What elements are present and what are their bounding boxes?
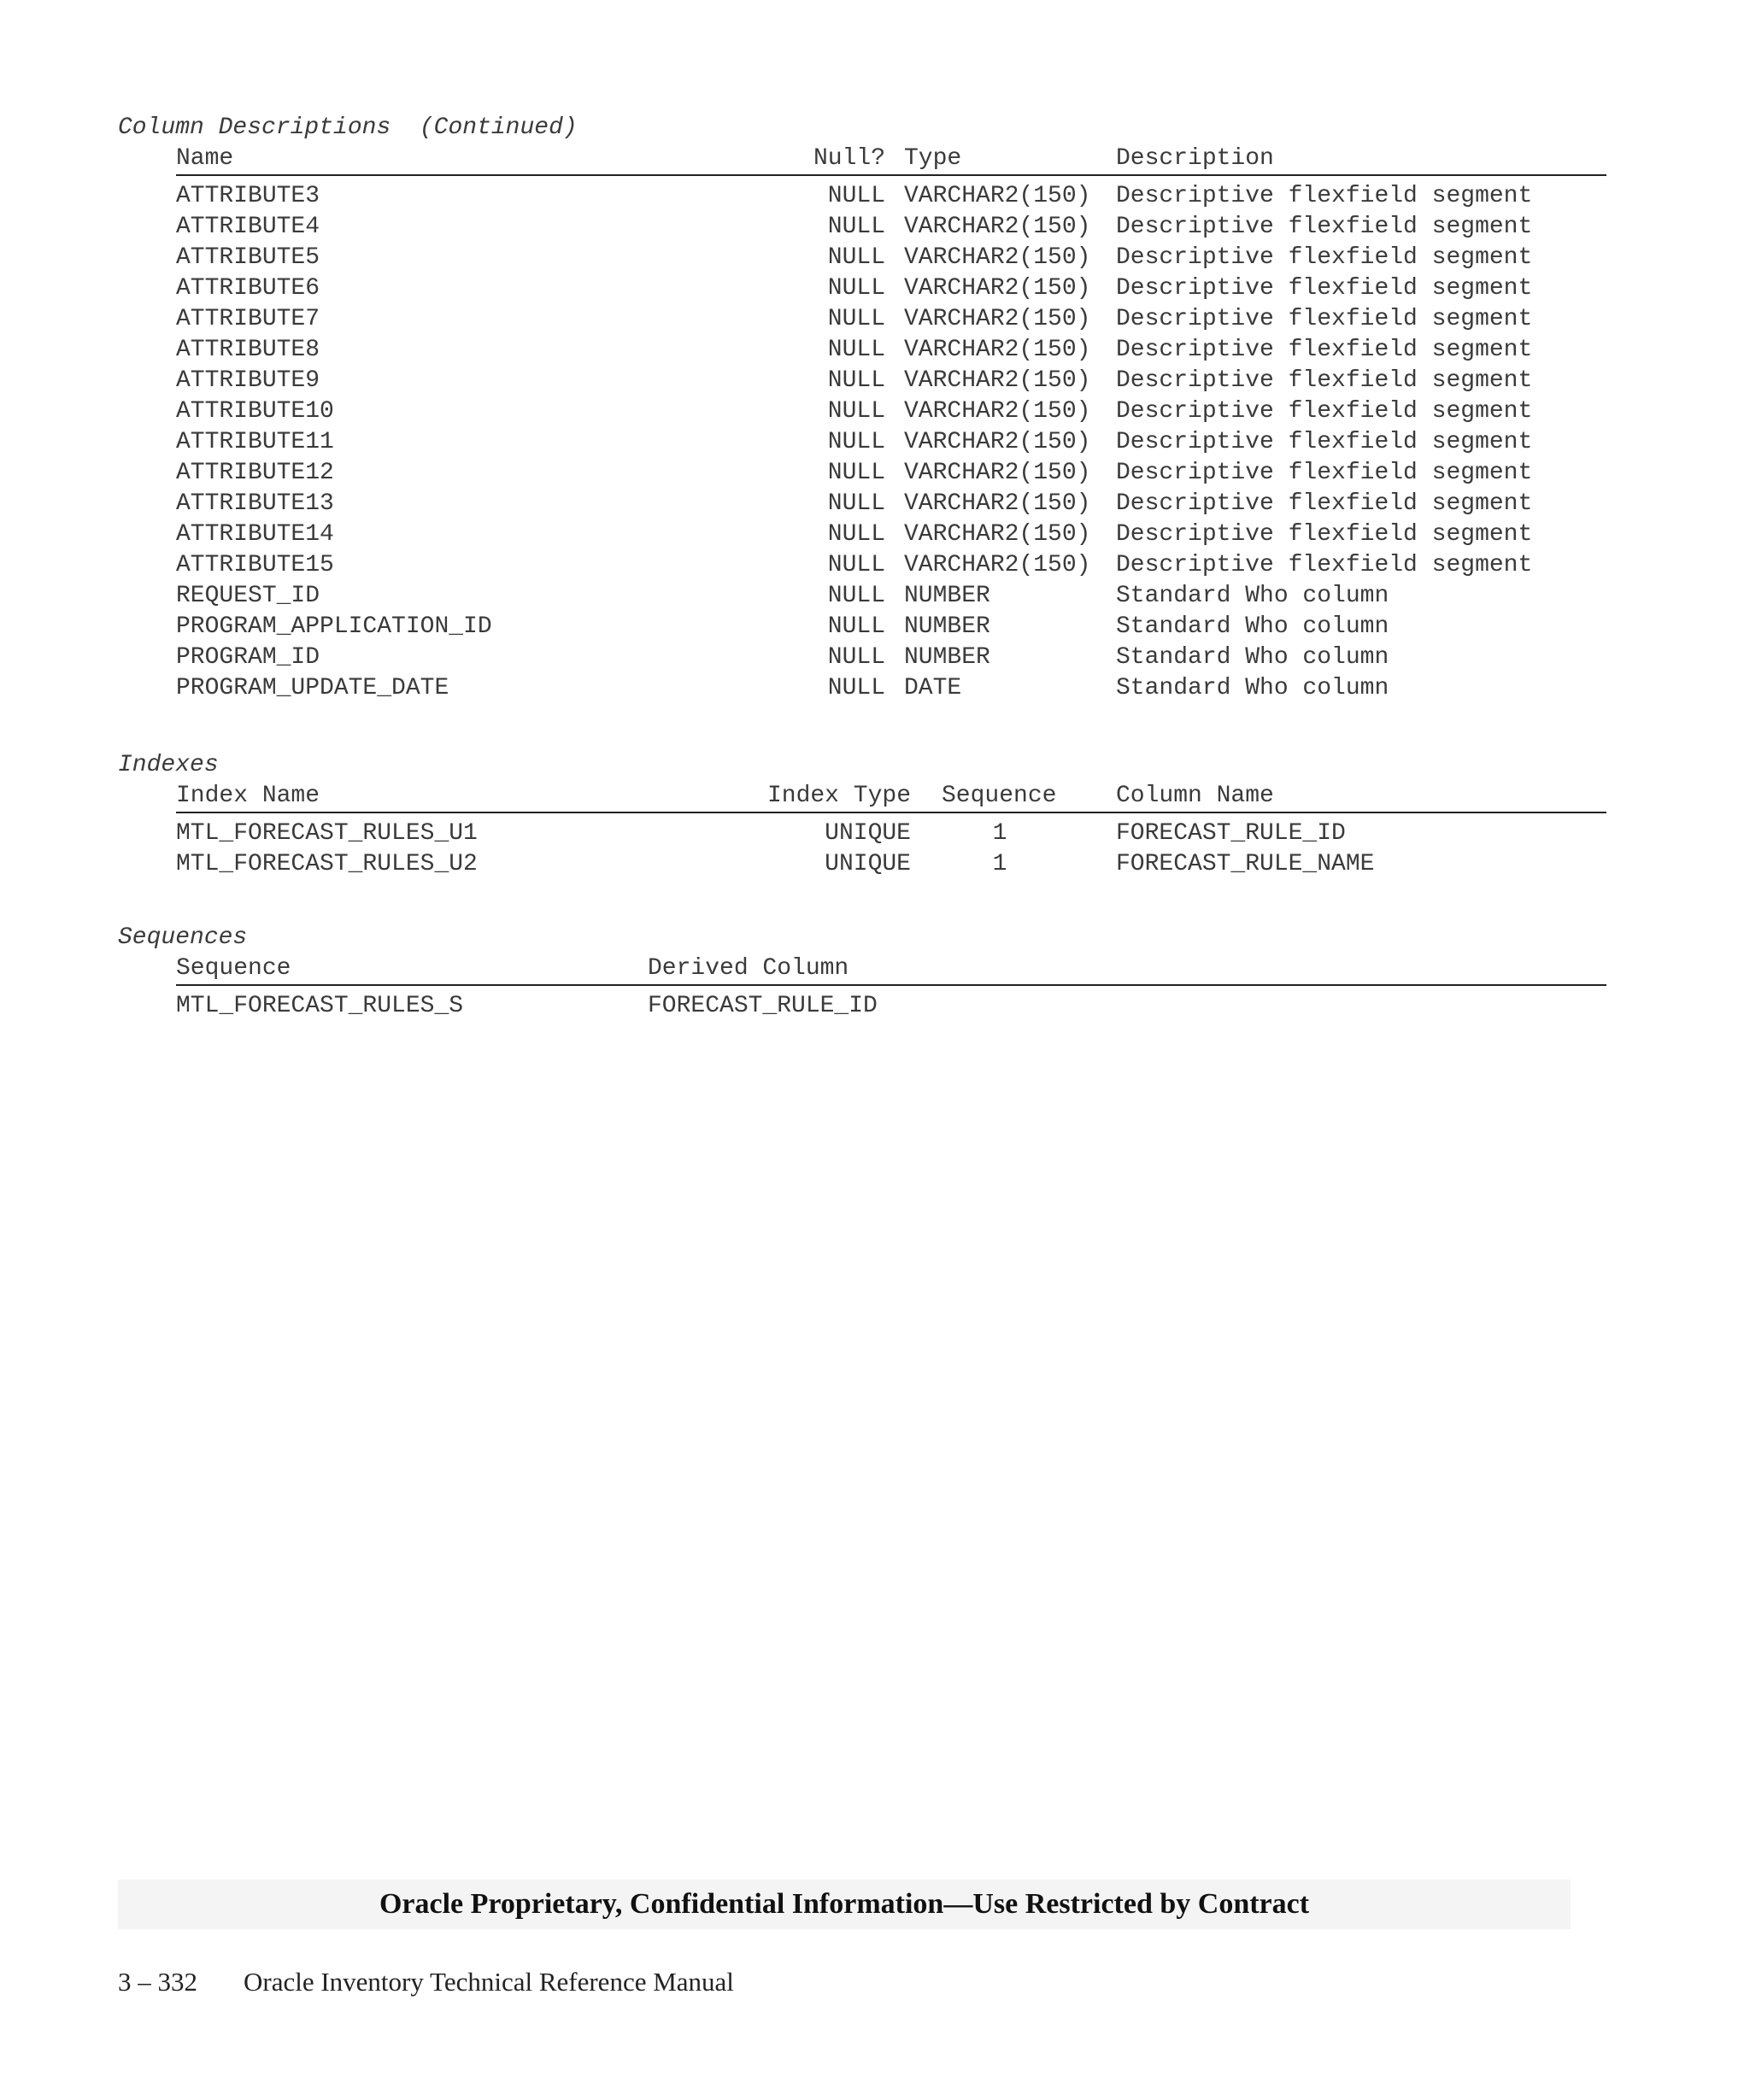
cell-name: PROGRAM_UPDATE_DATE — [176, 675, 449, 701]
cell-null: NULL — [827, 398, 885, 425]
column-descriptions-rows — [176, 176, 1606, 704]
cell-name: ATTRIBUTE10 — [176, 398, 334, 425]
table-row — [176, 335, 1606, 366]
cell-derived-column: FORECAST_RULE_ID — [648, 993, 878, 1019]
cell-description: Descriptive flexfield segment — [1116, 337, 1533, 363]
header-sequence: Sequence — [942, 783, 1057, 809]
cell-description: Standard Who column — [1116, 583, 1389, 609]
header-index-name: Index Name — [176, 783, 320, 809]
manual-title: Oracle Inventory Technical Reference Manual — [244, 1967, 734, 1997]
cell-sequence-name: MTL_FORECAST_RULES_S — [176, 993, 464, 1019]
table-row — [176, 427, 1606, 458]
table-row — [176, 673, 1606, 704]
cell-null: NULL — [827, 613, 885, 640]
cell-description: Descriptive flexfield segment — [1116, 183, 1533, 209]
cell-description: Descriptive flexfield segment — [1116, 398, 1533, 425]
cell-description: Descriptive flexfield segment — [1116, 490, 1533, 517]
indexes-header — [176, 781, 1606, 813]
cell-name: ATTRIBUTE4 — [176, 214, 320, 240]
cell-name: ATTRIBUTE6 — [176, 275, 320, 302]
cell-description: Descriptive flexfield segment — [1116, 244, 1533, 271]
cell-description: Descriptive flexfield segment — [1116, 552, 1533, 578]
cell-name: ATTRIBUTE15 — [176, 552, 334, 578]
sequences-table — [176, 953, 1606, 1022]
cell-type: VARCHAR2(150) — [904, 460, 1091, 486]
header-description: Description — [1116, 145, 1274, 172]
cell-description: Descriptive flexfield segment — [1116, 429, 1533, 455]
cell-name: ATTRIBUTE13 — [176, 490, 334, 517]
cell-name: REQUEST_ID — [176, 583, 320, 609]
cell-type: VARCHAR2(150) — [904, 183, 1091, 209]
cell-index-type: UNIQUE — [825, 820, 911, 847]
cell-description: Standard Who column — [1116, 644, 1389, 671]
cell-type: VARCHAR2(150) — [904, 490, 1091, 517]
cell-description: Standard Who column — [1116, 675, 1389, 701]
cell-type: NUMBER — [904, 613, 990, 640]
cell-null: NULL — [827, 583, 885, 609]
cell-type: VARCHAR2(150) — [904, 337, 1091, 363]
table-row — [176, 489, 1606, 519]
cell-null: NULL — [827, 552, 885, 578]
cell-type: VARCHAR2(150) — [904, 367, 1091, 394]
indexes-rows — [176, 813, 1606, 880]
cell-description: Standard Who column — [1116, 613, 1389, 640]
header-column-name: Column Name — [1116, 783, 1274, 809]
table-row — [176, 212, 1606, 243]
indexes-table — [176, 781, 1606, 880]
cell-index-name: MTL_FORECAST_RULES_U2 — [176, 851, 478, 877]
cell-type: VARCHAR2(150) — [904, 214, 1091, 240]
cell-null: NULL — [827, 214, 885, 240]
table-row — [176, 818, 1606, 849]
table-row — [176, 458, 1606, 489]
indexes-title: Indexes — [118, 752, 219, 778]
table-row — [176, 550, 1606, 581]
cell-name: ATTRIBUTE9 — [176, 367, 320, 394]
header-sequence-name: Sequence — [176, 955, 291, 982]
cell-description: Descriptive flexfield segment — [1116, 521, 1533, 548]
cell-null: NULL — [827, 521, 885, 548]
cell-type: VARCHAR2(150) — [904, 398, 1091, 425]
cell-type: DATE — [904, 675, 962, 701]
cell-type: VARCHAR2(150) — [904, 306, 1091, 332]
cell-name: ATTRIBUTE8 — [176, 337, 320, 363]
cell-null: NULL — [827, 306, 885, 332]
cell-null: NULL — [827, 275, 885, 302]
cell-index-type: UNIQUE — [825, 851, 911, 877]
confidential-banner: Oracle Proprietary, Confidential Information––Use Restricted by Contract — [118, 1880, 1571, 1929]
table-row — [176, 366, 1606, 396]
header-type: Type — [904, 145, 962, 172]
sequences-title: Sequences — [118, 924, 248, 951]
table-row — [176, 243, 1606, 273]
cell-name: PROGRAM_ID — [176, 644, 320, 671]
table-row — [176, 991, 1606, 1022]
table-row — [176, 642, 1606, 673]
cell-type: VARCHAR2(150) — [904, 244, 1091, 271]
column-descriptions-header — [176, 144, 1606, 176]
table-row — [176, 612, 1606, 642]
cell-sequence: 1 — [992, 820, 1007, 847]
header-name: Name — [176, 145, 234, 172]
cell-null: NULL — [827, 460, 885, 486]
column-descriptions-table — [176, 144, 1606, 704]
cell-name: ATTRIBUTE14 — [176, 521, 334, 548]
cell-index-name: MTL_FORECAST_RULES_U1 — [176, 820, 478, 847]
header-index-type: Index Type — [766, 783, 911, 809]
table-row — [176, 304, 1606, 335]
cell-null: NULL — [827, 429, 885, 455]
cell-name: ATTRIBUTE3 — [176, 183, 320, 209]
cell-null: NULL — [827, 337, 885, 363]
table-row — [176, 849, 1606, 880]
table-row — [176, 519, 1606, 550]
sequences-header — [176, 953, 1606, 986]
header-derived-column: Derived Column — [648, 955, 849, 982]
page-number: 3 – 332 — [118, 1967, 197, 1997]
cell-column-name: FORECAST_RULE_ID — [1116, 820, 1346, 847]
cell-null: NULL — [827, 675, 885, 701]
cell-description: Descriptive flexfield segment — [1116, 367, 1533, 394]
cell-null: NULL — [827, 644, 885, 671]
table-row — [176, 273, 1606, 304]
cell-type: VARCHAR2(150) — [904, 521, 1091, 548]
table-row — [176, 581, 1606, 612]
sequences-rows — [176, 986, 1606, 1022]
cell-sequence: 1 — [992, 851, 1007, 877]
cell-null: NULL — [827, 244, 885, 271]
cell-null: NULL — [827, 490, 885, 517]
cell-type: VARCHAR2(150) — [904, 552, 1091, 578]
cell-null: NULL — [827, 183, 885, 209]
cell-type: VARCHAR2(150) — [904, 275, 1091, 302]
cell-description: Descriptive flexfield segment — [1116, 275, 1533, 302]
table-row — [176, 181, 1606, 212]
cell-type: VARCHAR2(150) — [904, 429, 1091, 455]
header-null: Null? — [813, 145, 885, 172]
cell-description: Descriptive flexfield segment — [1116, 306, 1533, 332]
cell-type: NUMBER — [904, 583, 990, 609]
cell-column-name: FORECAST_RULE_NAME — [1116, 851, 1375, 877]
cell-null: NULL — [827, 367, 885, 394]
cell-name: PROGRAM_APPLICATION_ID — [176, 613, 492, 640]
cell-name: ATTRIBUTE12 — [176, 460, 334, 486]
cell-description: Descriptive flexfield segment — [1116, 460, 1533, 486]
cell-name: ATTRIBUTE7 — [176, 306, 320, 332]
cell-name: ATTRIBUTE5 — [176, 244, 320, 271]
column-descriptions-title: Column Descriptions (Continued) — [118, 114, 578, 141]
table-row — [176, 396, 1606, 427]
cell-description: Descriptive flexfield segment — [1116, 214, 1533, 240]
cell-name: ATTRIBUTE11 — [176, 429, 334, 455]
cell-type: NUMBER — [904, 644, 990, 671]
